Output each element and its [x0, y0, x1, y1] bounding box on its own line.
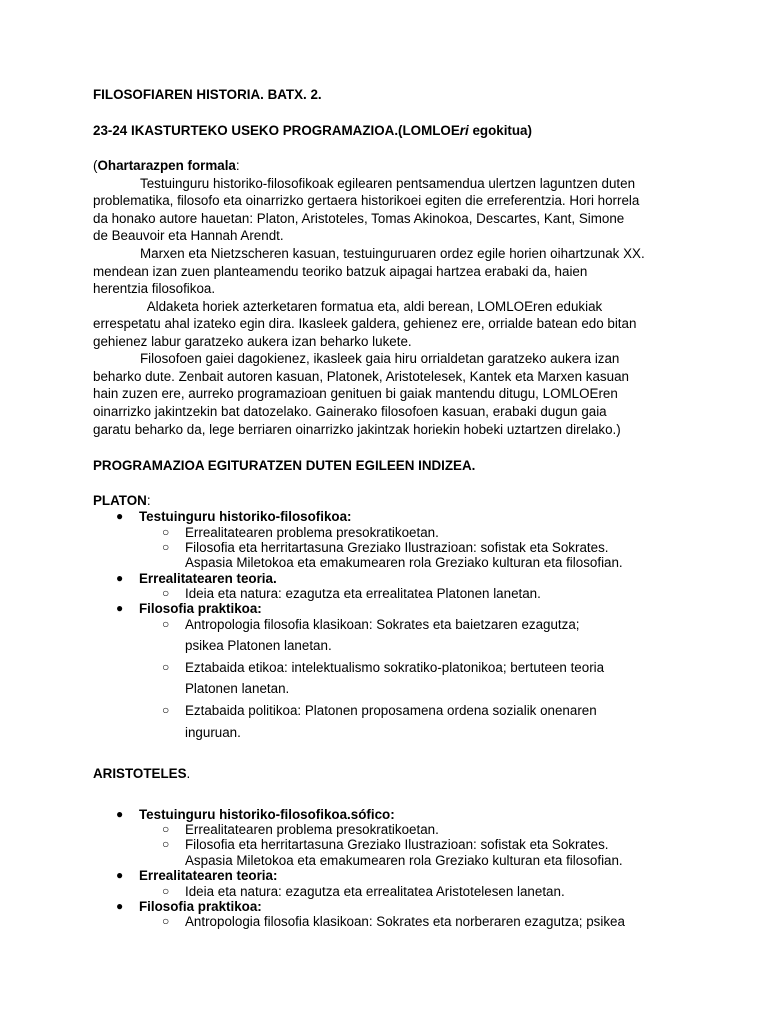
list-item: Filosofia eta herritartasuna Greziako Ilustrazioan: sofistak eta Sokrates. [185, 540, 609, 555]
paragraph-line: Aldaketa horiek azterketaren formatua eta, aldi berean, LOMLOEren edukiak [140, 299, 603, 314]
subtitle-ri: ri [459, 123, 469, 138]
note-colon: : [235, 158, 240, 173]
paragraph-line: gehienez labur garatzeko aukera izan beharko lukete. [93, 334, 412, 349]
paragraph-line: da honako autore hauetan: Platon, Aristoteles, Tomas Akinokoa, Descartes, Kant, Simone [93, 211, 625, 226]
section-title: Filosofia praktikoa: [139, 899, 262, 914]
list-item-continuation: psikea Platonen lanetan. [185, 638, 332, 653]
circle-marker: ○ [162, 884, 170, 898]
paragraph-line: problematika, filosofo eta oinarrizko gertaera historikoei egiten die erreferentzia. Hori horrela [93, 193, 640, 208]
author-name: PLATON [93, 493, 147, 508]
section-title: Testuinguru historiko-filosofikoa.sófico: [139, 807, 395, 822]
list-item: Antropologia filosofia klasikoan: Sokrates eta norberaren ezagutza; psikea [185, 914, 625, 929]
list-item: Eztabaida politikoa: Platonen proposamena ordena sozialik onenaren [185, 703, 597, 718]
circle-marker: ○ [162, 660, 170, 674]
paragraph-line: hain zuzen ere, aurreko programazioan genituen bi gaiak mantendu ditugu, LOMLOEren [93, 386, 618, 401]
paragraph-line: garatu beharko da, lege berriaren oinarrizko jakintzak horiekin hobeki uztartzen direlako.) [93, 422, 621, 437]
section-title: Errealitatearen teoria. [139, 571, 277, 586]
author-name: ARISTOTELES [93, 766, 187, 781]
list-item-continuation: Aspasia Miletokoa eta emakumearen rola Greziako kulturan eta filosofian. [185, 555, 623, 570]
list-item: Ideia eta natura: ezagutza eta errealitatea Aristotelesen lanetan. [185, 884, 565, 899]
paragraph-line: Filosofoen gaiei dagokienez, ikasleek gaia hiru orrialdetan garatzeko aukera izan [140, 351, 620, 366]
list-item-continuation: inguruan. [185, 725, 241, 740]
list-item: Eztabaida etikoa: intelektualismo sokratiko-platonikoa; bertuteen teoria [185, 660, 605, 675]
index-heading: PROGRAMAZIOA EGITURATZEN DUTEN EGILEEN INDIZEA. [93, 458, 476, 473]
bullet-marker: ● [116, 899, 124, 913]
circle-marker: ○ [162, 525, 170, 539]
bullet-marker: ● [116, 571, 124, 585]
list-item: Errealitatearen problema presokratikoetan. [185, 822, 439, 837]
subtitle-egokitua: egokitua) [468, 123, 532, 138]
document-title: FILOSOFIAREN HISTORIA. BATX. 2. [93, 87, 322, 102]
circle-marker: ○ [162, 540, 170, 554]
list-item: Ideia eta natura: ezagutza eta errealitatea Platonen lanetan. [185, 586, 541, 601]
bullet-marker: ● [116, 807, 124, 821]
circle-marker: ○ [162, 914, 170, 928]
circle-marker: ○ [162, 617, 170, 631]
paragraph-line: beharko dute. Zenbait autoren kasuan, Platonek, Aristotelesek, Kantek eta Marxen kasuan [93, 369, 629, 384]
document-subtitle [93, 122, 532, 139]
bullet-marker: ● [116, 868, 124, 882]
list-item: Filosofia eta herritartasuna Greziako Ilustrazioan: sofistak eta Sokrates. [185, 837, 609, 852]
note-heading [93, 157, 240, 174]
paragraph-line: oinarrizko jakintzekin bat datozelako. Gainerako filosofoen kasuan, erabaki dugun gaia [93, 404, 607, 419]
paragraph-line: Marxen eta Nietzscheren kasuan, testuinguruaren ordez egile horien oihartzunak XX. [140, 246, 645, 261]
circle-marker: ○ [162, 703, 170, 717]
note-open-paren: ( [93, 158, 98, 173]
paragraph-line: mendean izan zuen planteamendu teoriko batzuk aipagai hartzea erabaki da, haien [93, 264, 588, 279]
author-heading-platon [93, 492, 151, 509]
circle-marker: ○ [162, 822, 170, 836]
section-title: Testuinguru historiko-filosofikoa: [139, 509, 352, 524]
bullet-marker: ● [116, 509, 124, 523]
paragraph-line: Testuinguru historiko-filosofikoak egilearen pentsamendua ulertzen laguntzen duten [140, 176, 636, 191]
paragraph-line: de Beauvoir eta Hannah Arendt. [93, 228, 284, 243]
circle-marker: ○ [162, 586, 170, 600]
bullet-marker: ● [116, 601, 124, 615]
note-label: Ohartarazpen formala [97, 158, 236, 173]
section-title: Filosofia praktikoa: [139, 601, 262, 616]
author-suffix: : [146, 493, 151, 508]
list-item: Errealitatearen problema presokratikoetan. [185, 525, 439, 540]
list-item-continuation: Aspasia Miletokoa eta emakumearen rola Greziako kulturan eta filosofian. [185, 853, 623, 868]
author-heading-aristoteles [93, 765, 190, 782]
circle-marker: ○ [162, 837, 170, 851]
paragraph-line: herentzia filosofikoa. [93, 281, 216, 296]
list-item: Antropologia filosofia klasikoan: Sokrates eta baietzaren ezagutza; [185, 617, 580, 632]
author-suffix: . [186, 766, 191, 781]
paragraph-line: errespetatu ahal izateko egin dira. Ikasleek galdera, gehienez ere, orrialde batean edo bitan [93, 316, 637, 331]
subtitle-main: 23-24 IKASTURTEKO USEKO PROGRAMAZIOA.(LOMLOE [93, 123, 460, 138]
list-item-continuation: Platonen lanetan. [185, 681, 290, 696]
section-title: Errealitatearen teoria: [139, 868, 278, 883]
